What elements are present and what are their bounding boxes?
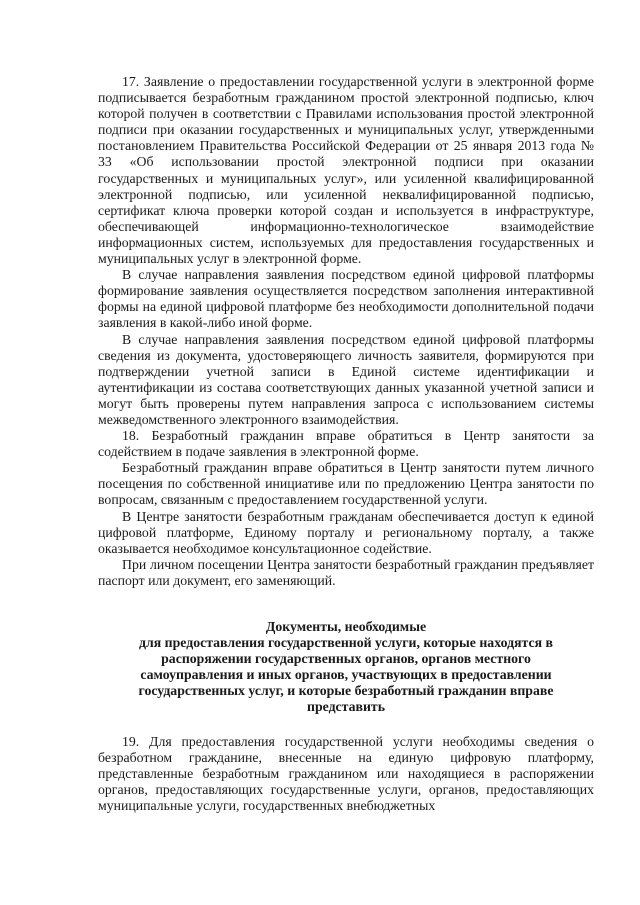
heading-line: государственных услуг, и которые безработный гражданин вправе: [138, 683, 554, 699]
heading-line: Документы, необходимые: [265, 619, 427, 634]
paragraph-17: 17. Заявление о предоставлении государственной услуги в электронной форме подписывается безработным гражданином простой электронной подписью, ключ которой получен в соответствии с Правилами использования простой электронной подписи при оказании государственных и муниципальных услуг, утвержденными постановлением Правительства Российской Федерации от 25 января 2013 года № 33 «Об использовании простой электронной подписи при оказании государственных и муниципальных услуг», или усиленной квалифицированной электронной подписью, или усиленной неквалифицированной подписью, сертификат ключа проверки которой создан и используется в инфраструктуре, обеспечивающей информационно-технологическое взаимодействие информационных систем, используемых для предоставления государственных и муниципальных услуг в электронной форме.: [98, 74, 594, 267]
heading-line: распоряжении государственных органов, органов местного: [161, 651, 531, 667]
section-heading: [98, 619, 594, 716]
paragraph-19: 19. Для предоставления государственной услуги необходимы сведения о безработном гражданине, внесенные на единую цифровую платформу, представленные безработным гражданином или находящиеся в распоряжении органов, предоставляющих государственные услуги, органов, предоставляющих муниципальные услуги, государственных внебюджетных: [98, 733, 594, 813]
paragraph-18: 18. Безработный гражданин вправе обратиться в Центр занятости за содействием в подаче заявления в электронной форме.: [98, 428, 594, 460]
document-page: [98, 74, 594, 814]
heading-line: для предоставления государственной услуги, которые находятся в: [139, 635, 553, 651]
heading-line: представить: [307, 699, 385, 715]
paragraph-identity-document: В случае направления заявления посредством единой цифровой платформы сведения из документа, удостоверяющего личность заявителя, формируются при подтверждении учетной записи в Единой системе идентификации и аутентификации из состава соответствующих данных указанной учетной записи и могут быть проверены путем направления запроса с использованием системы межведомственного электронного взаимодействия.: [98, 331, 594, 427]
paragraph-digital-platform-form: В случае направления заявления посредством единой цифровой платформы формирование заявления осуществляется посредством заполнения интерактивной формы на единой цифровой платформе без необходимости дополнительной подачи заявления в какой-либо иной форме.: [98, 267, 594, 331]
paragraph-access-provided: В Центре занятости безработным гражданам обеспечивается доступ к единой цифровой платформе, Единому порталу и региональному порталу, а также оказывается необходимое консультационное содействие.: [98, 508, 594, 556]
paragraph-passport: При личном посещении Центра занятости безработный гражданин предъявляет паспорт или документ, его заменяющий.: [98, 556, 594, 588]
paragraph-personal-visit: Безработный гражданин вправе обратиться в Центр занятости путем личного посещения по собственной инициативе или по предложению Центра занятости по вопросам, связанным с предоставлением государственной услуги.: [98, 460, 594, 508]
heading-line: самоуправления и иных органов, участвующих в предоставлении: [140, 667, 552, 683]
